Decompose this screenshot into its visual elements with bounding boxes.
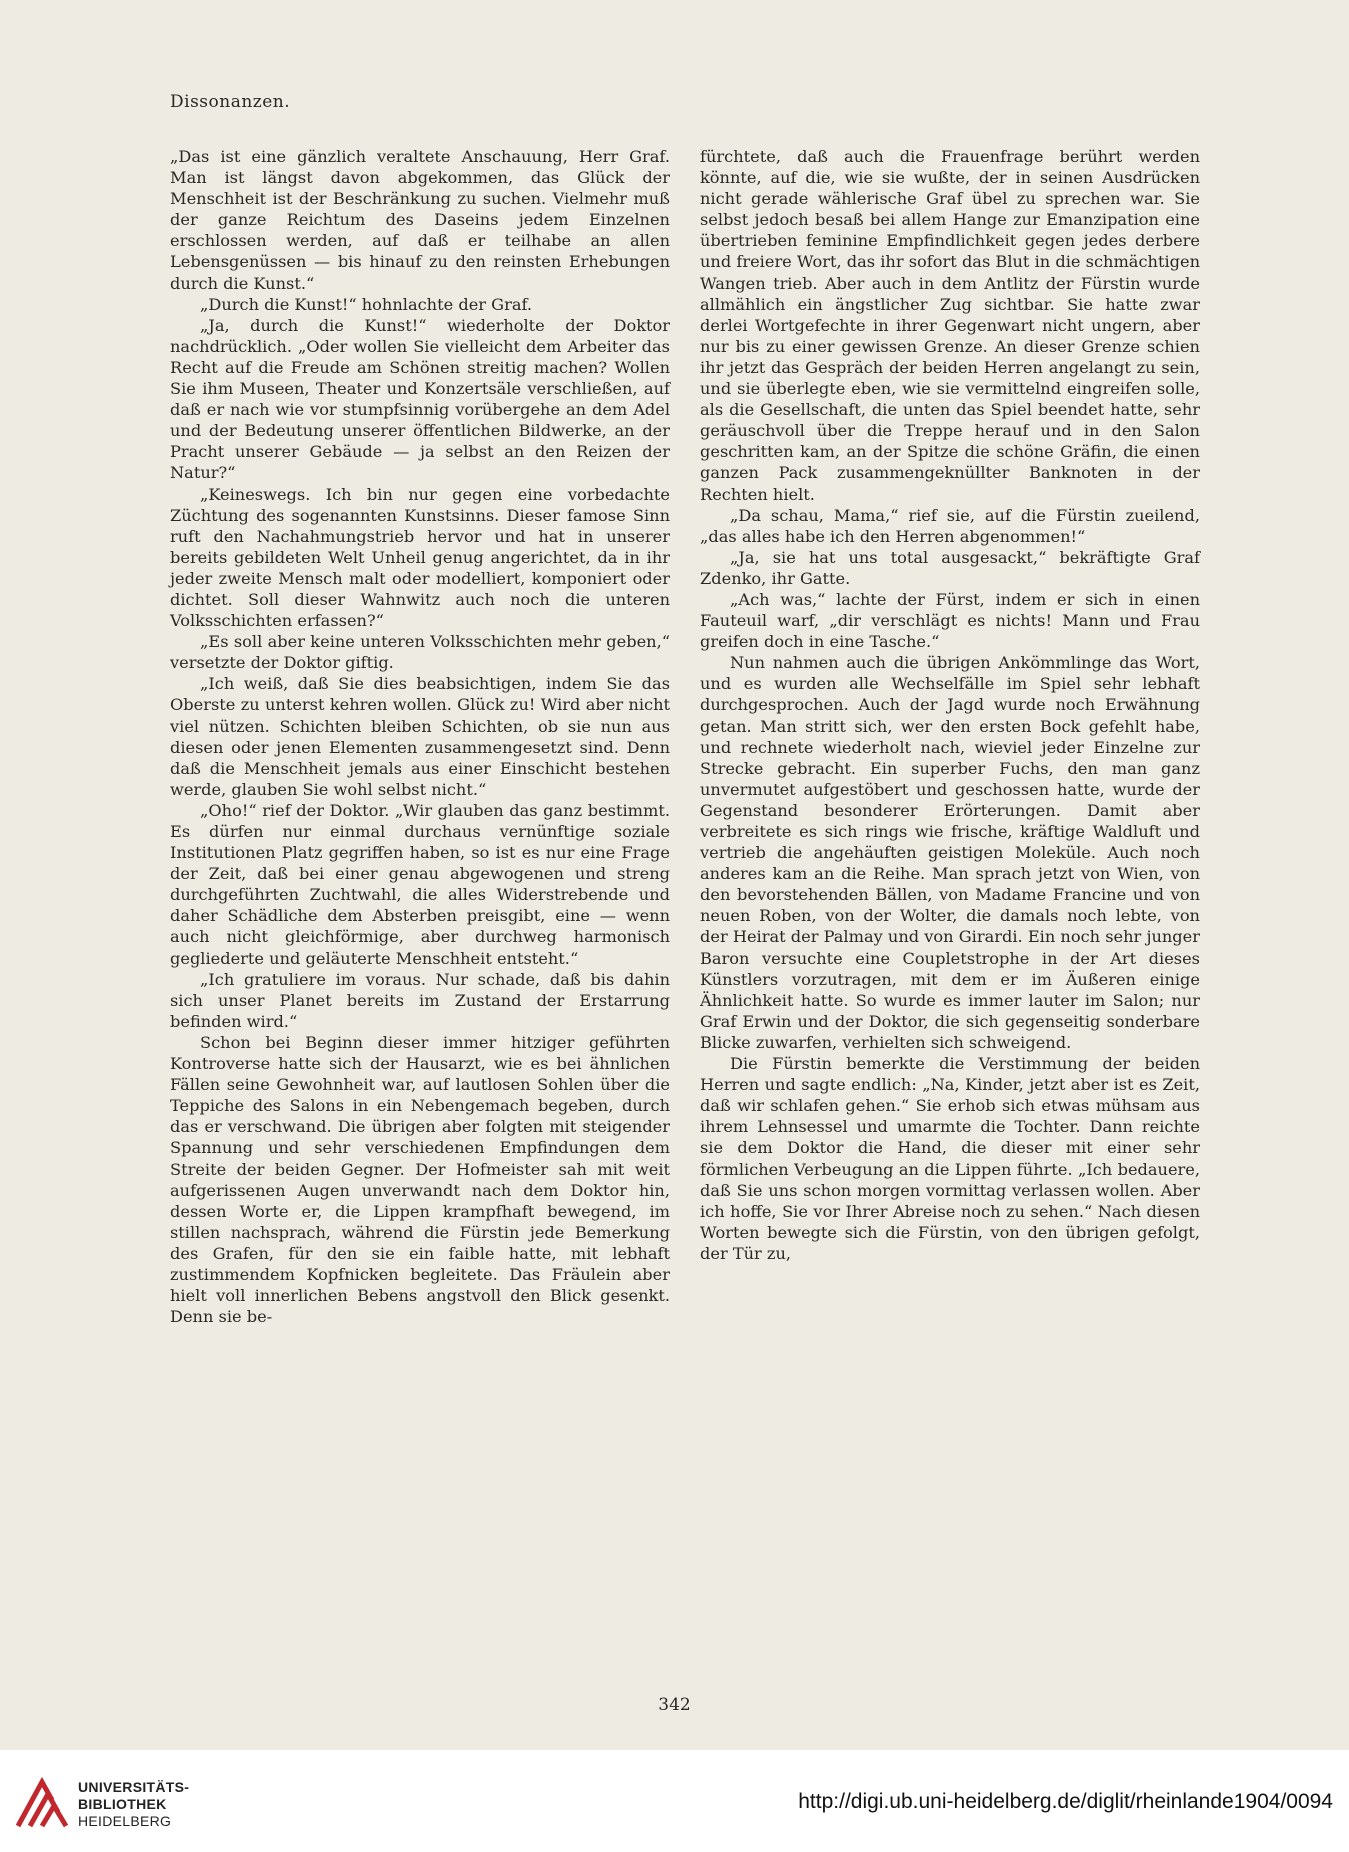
paragraph: Die Fürstin bemerkte die Verstimmung der beiden Herren und sagte endlich: „Na, Kinder, jetzt aber ist es Zeit, daß wir schlafen gehen.“ Sie erhob sich etwas mühsam aus ihrem Lehnsessel und umarmte die Tochter. Dann reichte sie dem Doktor die Hand, die dieser mit einer sehr förmlichen Verbeugung an die Lippen führte. „Ich bedauere, daß Sie uns schon morgen vormittag verlassen wollen. Aber ich hoffe, Sie vor Ihrer Abreise noch zu sehen.“ Nach diesen Worten bewegte sich die Fürstin, von den übrigen gefolgt, der Tür zu, [700, 1054, 1200, 1263]
permalink-url[interactable]: http://digi.ub.uni-heidelberg.de/diglit/rheinlande1904/0094 [798, 1790, 1333, 1813]
paragraph: „Ach was,“ lachte der Fürst, indem er sich in einen Fauteuil warf, „dir verschlägt es nichts! Mann und Frau greifen doch in eine Tasche.“ [700, 589, 1200, 652]
paragraph: „Durch die Kunst!“ hohnlachte der Graf. [200, 294, 533, 314]
library-name-line: HEIDELBERG [78, 1813, 172, 1829]
paragraph: „Oho!“ rief der Doktor. „Wir glauben das ganz bestimmt. Es dürfen nur einmal durchaus vernünftige soziale Institutionen Platz gegriffen haben, so ist es nur eine Frage der Zeit, daß bei einer genau abgewogenen und streng durchgeführten Zuchtwahl, die alles Widerstrebende und daher Schädliche dem Absterben preisgibt, eine — wenn auch nicht gleichförmige, aber durchweg harmonisch gegliederte und geläuterte Menschheit entsteht.“ [170, 800, 670, 968]
paragraph: „Das ist eine gänzlich veraltete Anschauung, Herr Graf. Man ist längst davon abgekommen, das Glück der Menschheit ist der Beschränkung zu suchen. Vielmehr muß der ganze Reichtum des Daseins jedem Einzelnen erschlossen werden, auf daß er teilhabe an allen Lebensgenüssen — bis hinauf zu den reinsten Erhebungen durch die Kunst.“ [170, 147, 670, 293]
paragraph: „Ja, durch die Kunst!“ wiederholte der Doktor nachdrücklich. „Oder wollen Sie vielleicht dem Arbeiter das Recht auf die Freude am Schönen streitig machen? Wollen Sie ihm Museen, Theater und Konzertsäle verschließen, auf daß er nach wie vor stumpfsinnig vorübergehe an dem Adel und der Bedeutung unserer öffentlichen Bildwerke, an der Pracht unserer Gebäude — ja selbst an den Reizen der Natur?“ [170, 315, 670, 483]
paragraph: Schon bei Beginn dieser immer hitziger geführten Kontroverse hatte sich der Hausarzt, wie es bei ähnlichen Fällen seine Gewohnheit war, auf lautlosen Sohlen über die Teppiche des Salons in ein Nebengemach begeben, durch das er verschwand. Die übrigen aber folgten mit steigender Spannung und sehr verschiedenen Empfindungen dem Streite der beiden Gegner. Der Hofmeister sah mit weit aufgerissenen Augen unverwandt nach dem Doktor hin, dessen Worte er, die Lippen krampfhaft bewegend, im stillen nachsprach, während die Fürstin jede Bemerkung des Grafen, für den sie ein faible hatte, mit lebhaft zustimmendem Kopfnicken begleitete. Das Fräulein aber hielt voll innerlichen Bebens angstvoll den Blick gesenkt. Denn sie be- [170, 1032, 670, 1327]
running-title: Dissonanzen. [170, 92, 291, 112]
paragraph: fürchtete, daß auch die Frauenfrage berührt werden könnte, auf die, wie sie wußte, der in seinen Ausdrücken nicht gerade wählerische Graf übel zu sprechen war. Sie selbst jedoch besaß bei allem Hange zur Emanzipation eine übertrieben feminine Empfindlichkeit gegen jedes derbere und freiere Wort, das ihr sofort das Blut in die schmächtigen Wangen trieb. Aber auch in dem Antlitz der Fürstin wurde allmählich ein ängstlicher Zug sichtbar. Sie hatte zwar derlei Wortgefechte in ihrer Gegenwart nicht ungern, aber nur bis zu einer gewissen Grenze. An dieser Grenze schien ihr jetzt das Gespräch der beiden Herren angelangt zu sein, und sie überlegte eben, wie sie vermittelnd eingreifen solle, als die Gesellschaft, die unten das Spiel beendet hatte, sehr geräuschvoll über die Treppe herauf und in den Salon geschritten kam, an der Spitze die schöne Gräfin, die einen ganzen Pack zusammengeknüllter Banknoten in der Rechten hielt. [700, 147, 1200, 504]
footer-bar [0, 1750, 1349, 1852]
paragraph: „Keineswegs. Ich bin nur gegen eine vorbedachte Züchtung des sogenannten Kunstsinns. Dieser famose Sinn ruft den Nachahmungstrieb hervor und hat in unserer bereits gebildeten Welt Unheil genug angerichtet, da in ihr jeder zweite Mensch malt oder modelliert, komponiert oder dichtet. Soll dieser Wahnwitz auch noch die unteren Volksschichten erfassen?“ [170, 484, 670, 631]
paragraph: „Es soll aber keine unteren Volksschichten mehr geben,“ versetzte der Doktor giftig. [170, 632, 670, 673]
library-name [78, 1779, 189, 1830]
library-logo-icon[interactable] [12, 1774, 72, 1834]
left-text-column [170, 146, 670, 1327]
right-text-column [700, 146, 1200, 1264]
library-name-line: UNIVERSITÄTS- [78, 1779, 190, 1795]
page-number: 342 [658, 1695, 691, 1715]
paragraph: „Da schau, Mama,“ rief sie, auf die Fürstin zueilend, „das alles habe ich den Herren abgenommen!“ [700, 505, 1200, 546]
paragraph: Nun nahmen auch die übrigen Ankömmlinge das Wort, und es wurden alle Wechselfälle im Spiel sehr lebhaft durchgesprochen. Auch der Jagd wurde noch Erwähnung getan. Man stritt sich, wer den ersten Bock gefehlt habe, und rechnete wiederholt nach, wieviel jeder Einzelne zur Strecke gebracht. Ein superber Fuchs, den man ganz unvermutet aufgestöbert und geschossen hatte, wurde der Gegenstand besonderer Erörterungen. Damit aber verbreitete es sich rings wie frische, kräftige Waldluft und vertrieb die angehäuften geistigen Moleküle. Auch noch anderes kam an die Reihe. Man sprach jetzt von Wien, von den bevorstehenden Bällen, von Madame Francine und von neuen Roben, von der Wolter, die damals noch lebte, von der Heirat der Palmay und von Girardi. Ein noch sehr junger Baron versuchte eine Coupletstrophe in der Art dieses Künstlers vorzutragen, mit dem er im Äußeren einige Ähnlichkeit hatte. So wurde es immer lauter im Salon; nur Graf Erwin und der Doktor, die sich gegenseitig sonderbare Blicke zuwarfen, verhielten sich schweigend. [700, 653, 1200, 1052]
paragraph: „Ich gratuliere im voraus. Nur schade, daß bis dahin sich unser Planet bereits im Zustand der Erstarrung befinden wird.“ [170, 969, 670, 1031]
library-name-line: BIBLIOTHEK [78, 1796, 167, 1812]
paragraph: „Ich weiß, daß Sie dies beabsichtigen, indem Sie das Oberste zu unterst kehren wollen. Glück zu! Wird aber nicht viel nützen. Schichten bleiben Schichten, ob sie nun aus diesen oder jenen Elementen zusammengesetzt sind. Denn daß die Menschheit jemals aus einer Einschicht bestehen werde, glauben Sie wohl selbst nicht.“ [170, 674, 670, 799]
paragraph: „Ja, sie hat uns total ausgesackt,“ bekräftigte Graf Zdenko, ihr Gatte. [700, 547, 1200, 588]
